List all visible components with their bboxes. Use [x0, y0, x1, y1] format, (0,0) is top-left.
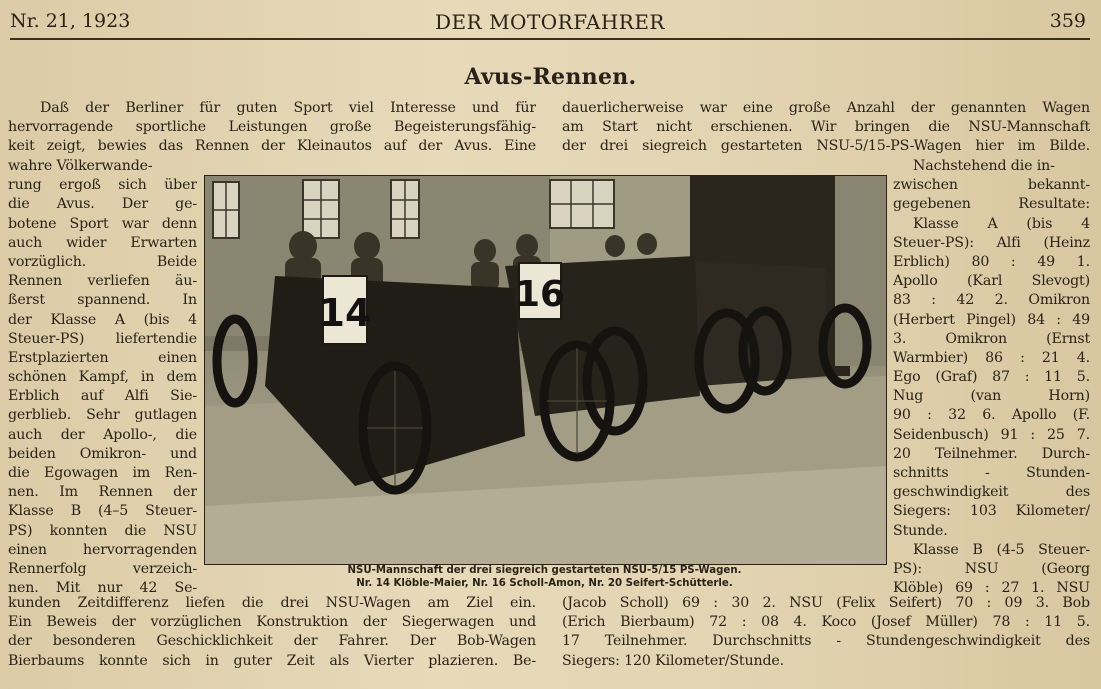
text-line: PS) konnten die NSU	[8, 522, 197, 539]
text-line: (Erich Bierbaum) 72 : 08 4. Koco (Josef Müller) 78 : 11 5.	[562, 614, 1090, 631]
text-line: Stunde.	[893, 522, 948, 539]
text-line: Bierbaums konnte sich in guter Zeit als Vierter plazieren. Be-	[8, 652, 536, 669]
text-line: Daß der Berliner für guten Sport viel Interesse und für	[40, 100, 536, 116]
page-number: 359	[1049, 10, 1086, 32]
text-line: 90 : 32 6. Apollo (F.	[893, 407, 1090, 424]
article-title: Avus-Rennen.	[464, 64, 637, 90]
text-line: einen hervorragenden	[8, 541, 197, 558]
text-line: schönen Kampf, in dem	[8, 369, 197, 386]
car-number-14: 14	[318, 291, 372, 335]
text-line: am Start nicht erschienen. Wir bringen die NSU-Mannschaft	[562, 119, 1090, 136]
right-column-text	[893, 157, 1090, 598]
issue-number: Nr. 21, 1923	[10, 10, 131, 32]
text-line: 83 : 42 2. Omikron	[893, 292, 1090, 309]
text-line: 20 Teilnehmer. Durch-	[893, 445, 1090, 462]
text-line: vorzüglich. Beide	[8, 253, 197, 270]
text-line: (Jacob Scholl) 69 : 30 2. NSU (Felix Seifert) 70 : 09 3. Bob	[562, 595, 1090, 611]
page-header	[10, 8, 1090, 40]
photo-caption	[204, 564, 885, 590]
text-line: Klasse B (4-5 Steuer-	[913, 541, 1090, 558]
text-line: Seidenbusch) 91 : 25 7.	[893, 426, 1090, 443]
text-line: die Egowagen im Ren-	[8, 465, 197, 481]
intro-left-text	[8, 99, 536, 157]
text-line: botene Sport war denn	[8, 215, 197, 232]
text-line: rung ergoß sich über	[8, 177, 197, 194]
race-cars-photo	[204, 175, 887, 565]
text-line: Erblich auf Alfi Sie-	[8, 388, 197, 405]
text-line: auch der Apollo-, die	[8, 426, 197, 443]
bottom-right-text	[562, 594, 1090, 671]
caption-line: NSU-Mannschaft der drei siegreich gestarteten NSU-5/15 PS-Wagen.	[347, 565, 742, 576]
text-line: PS): NSU (Georg	[893, 560, 1090, 577]
text-line: Nachstehend die in-	[913, 158, 1055, 174]
text-line: zwischen bekannt-	[893, 177, 1090, 194]
text-line: auch wider Erwarten	[8, 234, 197, 251]
text-line: Steuer-PS) liefertendie	[8, 330, 197, 347]
text-line: geschwindigkeit des	[893, 484, 1090, 501]
text-line: hervorragende sportliche Leistungen große Begeisterungsfähig-	[8, 119, 536, 136]
text-line: die Avus. Der ge-	[8, 196, 197, 213]
text-line: Klöble) 69 : 27 1. NSU	[893, 580, 1090, 597]
text-line: der drei siegreich gestarteten NSU-5/15-PS-Wagen hier im Bilde.	[562, 138, 1090, 155]
text-line: Siegers: 103 Kilometer/	[893, 503, 1090, 520]
text-line: dauerlicherweise war eine große Anzahl der genannten Wagen	[562, 100, 1090, 116]
text-line: Apollo (Karl Slevogt)	[893, 273, 1090, 290]
text-line: (Herbert Pingel) 84 : 49	[893, 311, 1090, 328]
text-line: Nug (van Horn)	[893, 388, 1090, 405]
text-line: Ein Beweis der vorzüglichen Konstruktion der Siegerwagen und	[8, 614, 536, 631]
text-line: gerblieb. Sehr gutlagen	[8, 407, 197, 424]
text-line: der Klasse A (bis 4	[8, 311, 197, 328]
bottom-left-text	[8, 594, 536, 671]
text-line: Rennen verliefen äu-	[8, 273, 197, 290]
text-line: beiden Omikron- und	[8, 445, 197, 462]
text-line: Rennerfolg verzeich-	[8, 560, 197, 577]
car-number-16: 16	[514, 274, 566, 315]
text-line: der besonderen Geschicklichkeit der Fahrer. Der Bob-Wagen	[8, 633, 536, 650]
text-line: Erstplazierten einen	[8, 349, 197, 366]
text-line: kunden Zeitdifferenz liefen die drei NSU-Wagen am Ziel ein.	[8, 595, 536, 611]
text-line: Steuer-PS): Alfi (Heinz	[893, 234, 1090, 251]
text-line: nen. Mit nur 42 Se-	[8, 580, 197, 597]
text-line: Klasse A (bis 4	[913, 215, 1090, 232]
intro-right-text	[562, 99, 1090, 157]
magazine-title: DER MOTORFAHRER	[435, 10, 665, 34]
caption-line: Nr. 14 Klöble-Maier, Nr. 16 Scholl-Amon, Nr. 20 Seifert-Schütterle.	[356, 578, 733, 589]
text-line: Klasse B (4–5 Steuer-	[8, 503, 197, 520]
left-column-text	[8, 157, 197, 598]
text-line: gegebenen Resultate:	[893, 196, 1090, 213]
photo-illustration	[205, 176, 886, 564]
text-line: ßerst spannend. In	[8, 292, 197, 309]
text-line: keit zeigt, bewies das Rennen der Kleinautos auf der Avus. Eine	[8, 138, 536, 155]
text-line: Ego (Graf) 87 : 11 5.	[893, 369, 1090, 386]
text-line: Erblich) 80 : 49 1.	[893, 253, 1090, 270]
text-line: wahre Völkerwande-	[8, 158, 153, 174]
text-line: 3. Omikron (Ernst	[893, 330, 1090, 347]
text-line: schnitts - Stunden-	[893, 465, 1090, 481]
text-line: Siegers: 120 Kilometer/Stunde.	[562, 652, 784, 669]
text-line: Warmbier) 86 : 21 4.	[893, 349, 1090, 366]
text-line: 17 Teilnehmer. Durchschnitts - Stundengeschwindigkeit des	[562, 633, 1090, 650]
text-line: nen. Im Rennen der	[8, 484, 197, 501]
